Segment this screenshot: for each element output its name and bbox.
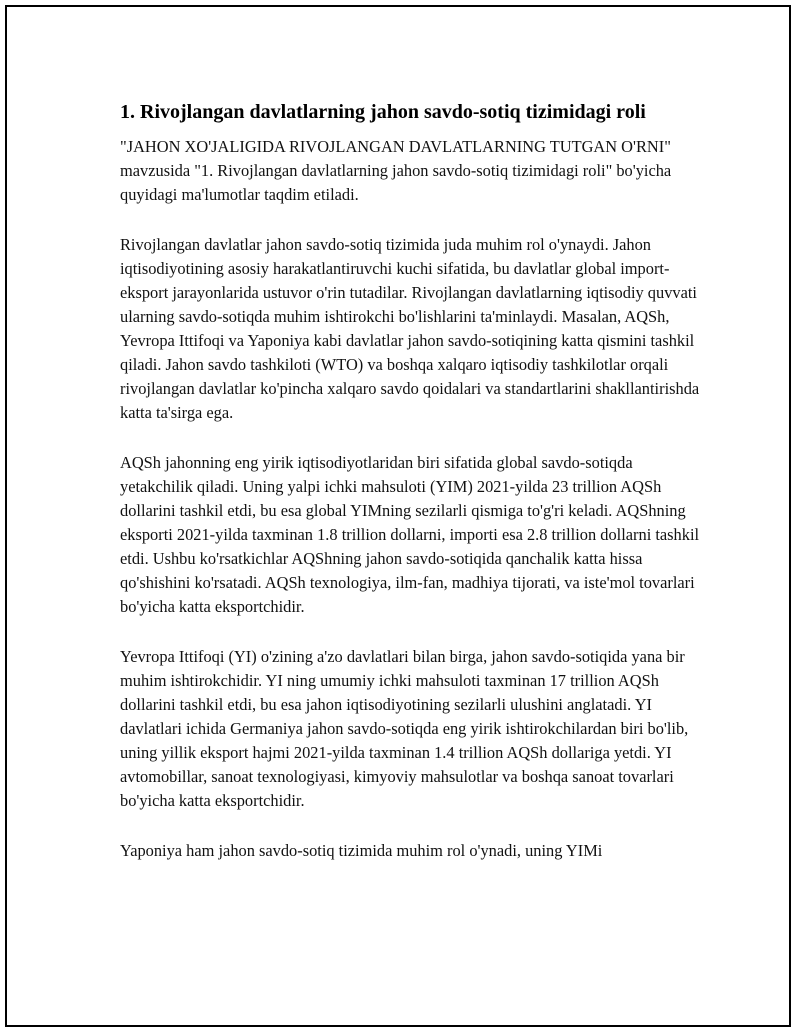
intro-paragraph: "JAHON XO'JALIGIDA RIVOJLANGAN DAVLATLARNING TUTGAN O'RNI" mavzusida "1. Rivojlangan davlatlarning jahon savdo-sotiq tizimidagi roli" bo'yicha quyidagi ma'lumotlar taqdim etiladi. [120, 137, 672, 204]
paragraph-usa: AQSh jahonning eng yirik iqtisodiyotlaridan biri sifatida global savdo-sotiqda yetakchilik qiladi. Uning yalpi ichki mahsuloti (YIM) 2021-yilda 23 trillion AQSh dollarini tashkil etdi, bu esa global YIMning sezilarli qismiga to'g'ri keladi. AQShning eksporti 2021-yilda taxminan 1.8 trillion dollarni, importi esa 2.8 trillion dollarni tashkil etdi. Ushbu ko'rsatkichlar AQShning jahon savdo-sotiqida qanchalik katta hissa qo'shishini ko'rsatadi. AQSh texnologiya, ilm-fan, madhiya tijorati, va iste'mol tovarlari bo'yicha katta eksportchidir. [120, 453, 700, 616]
paragraph-european-union: Yevropa Ittifoqi (YI) o'zining a'zo davlatlari bilan birga, jahon savdo-sotiqida yana bir muhim ishtirokchidir. YI ning umumiy ichki mahsuloti taxminan 17 trillion AQSh dollarini tashkil etdi, bu esa jahon iqtisodiyotining sezilarli ulushini anglatadi. YI davlatlari ichida Germaniya jahon savdo-sotiqda eng yirik ishtirokchilardan biri bo'lib, uning yillik eksport hajmi 2021-yilda taxminan 1.4 trillion AQSh dollariga yetdi. YI avtomobillar, sanoat texnologiyasi, kimyoviy mahsulotlar va boshqa sanoat tovarlari bo'yicha katta eksportchidir. [120, 647, 689, 810]
document-page [5, 5, 791, 1027]
document-body [120, 99, 700, 889]
paragraph-japan: Yaponiya ham jahon savdo-sotiq tizimida muhim rol o'ynadi, uning YIMi [120, 841, 603, 860]
section-heading: 1. Rivojlangan davlatlarning jahon savdo-sotiq tizimidagi roli [120, 101, 646, 123]
paragraph-developed-countries: Rivojlangan davlatlar jahon savdo-sotiq tizimida juda muhim rol o'ynaydi. Jahon iqtisodiyotining asosiy harakatlantiruvchi kuchi sifatida, bu davlatlar global import-eksport jarayonlarida ustuvor o'rin tutadilar. Rivojlangan davlatlarning iqtisodiy quvvati ularning savdo-sotiqda muhim ishtirokchi bo'lishlarini ta'minlaydi. Masalan, AQSh, Yevropa Ittifoqi va Yaponiya kabi davlatlar jahon savdo-sotiqining katta qismini tashkil qiladi. Jahon savdo tashkiloti (WTO) va boshqa xalqaro iqtisodiy tashkilotlar orqali rivojlangan davlatlar ko'pincha xalqaro savdo qoidalari va standartlarini shakllantirishda katta ta'sirga ega. [120, 235, 700, 422]
